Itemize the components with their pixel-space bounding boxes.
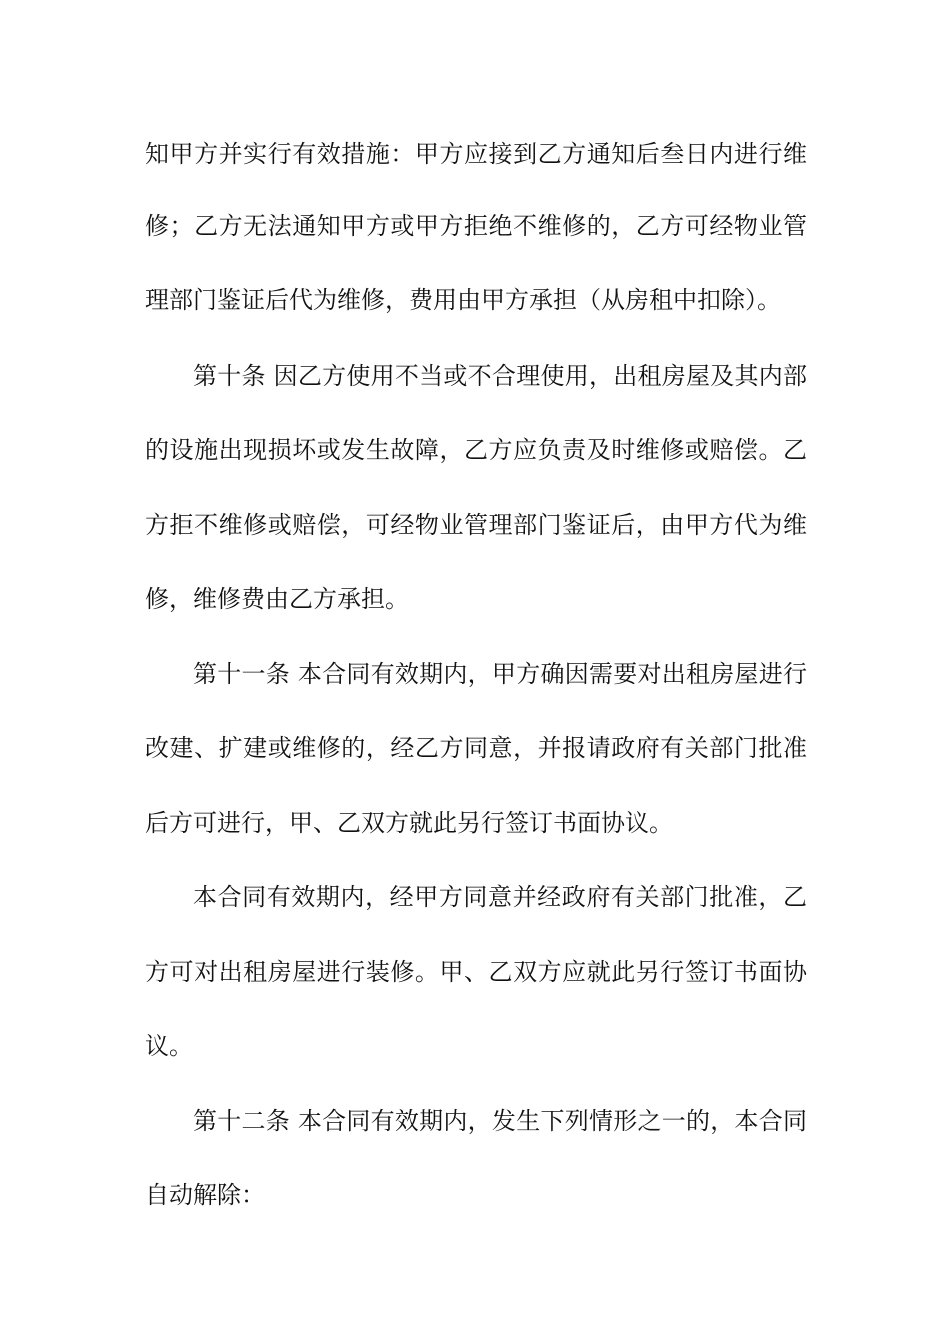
text-line: 修；乙方无法通知甲方或甲方拒绝不维修的，乙方可经物业管 — [145, 212, 807, 240]
text-line: 后方可进行，甲、乙双方就此另行签订书面协议。 — [145, 809, 673, 837]
text-line: 知甲方并实行有效措施：甲方应接到乙方通知后叁日内进行维 — [145, 140, 807, 168]
text-line: 修，维修费由乙方承担。 — [145, 585, 409, 613]
text-line: 自动解除： — [145, 1181, 265, 1209]
text-line: 方拒不维修或赔偿，可经物业管理部门鉴证后，由甲方代为维 — [145, 511, 807, 539]
text-line: 理部门鉴证后代为维修，费用由甲方承担（从房租中扣除）。 — [145, 286, 781, 314]
text-line: 改建、扩建或维修的，经乙方同意，并报请政府有关部门批准 — [145, 734, 807, 762]
text-line: 的设施出现损坏或发生故障，乙方应负责及时维修或赔偿。乙 — [145, 436, 807, 464]
text-line: 第十二条 本合同有效期内，发生下列情形之一的，本合同 — [193, 1107, 807, 1135]
text-line: 本合同有效期内，经甲方同意并经政府有关部门批准，乙 — [193, 883, 807, 911]
text-line: 议。 — [145, 1032, 193, 1060]
text-line: 方可对出租房屋进行装修。甲、乙双方应就此另行签订书面协 — [145, 958, 807, 986]
text-line: 第十一条 本合同有效期内，甲方确因需要对出租房屋进行 — [193, 660, 807, 688]
text-line: 第十条 因乙方使用不当或不合理使用，出租房屋及其内部 — [193, 362, 807, 390]
